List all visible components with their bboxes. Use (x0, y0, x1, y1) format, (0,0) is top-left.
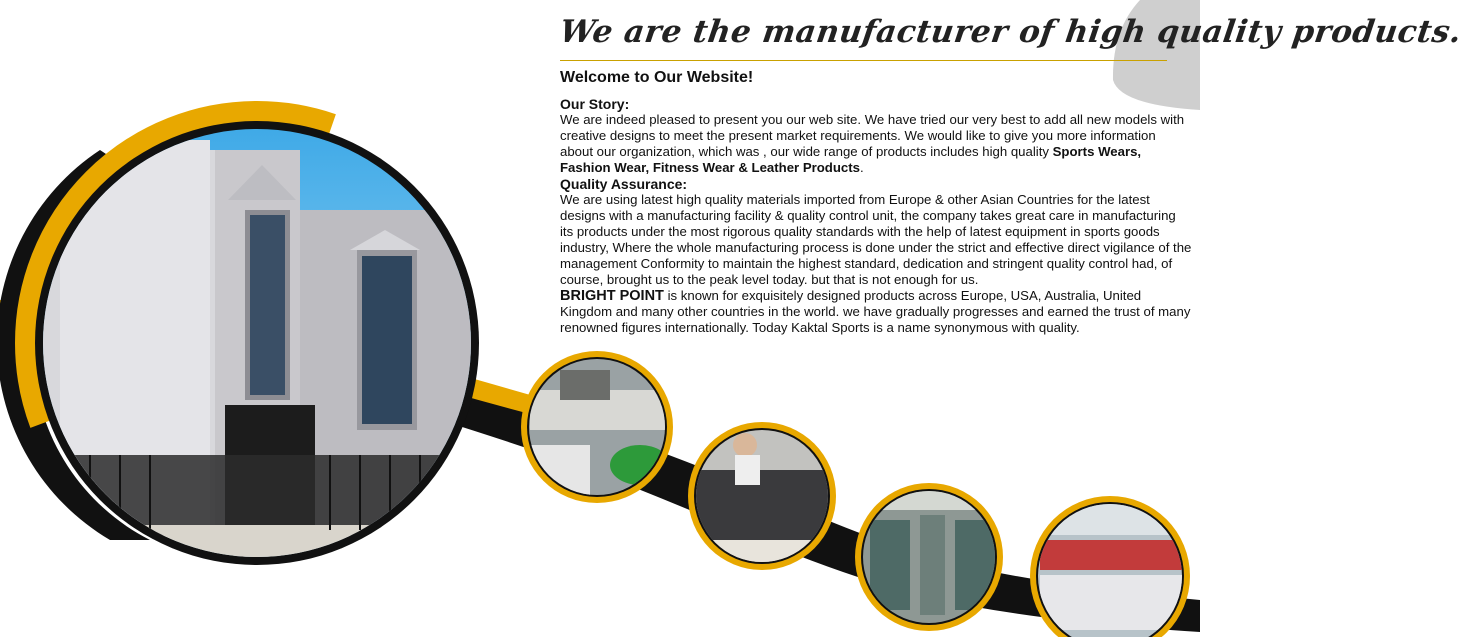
products-end: . (859, 160, 864, 175)
about-text (560, 96, 1192, 336)
tagline: We are the manufacturer of high quality products. (557, 14, 1464, 50)
our-story-text: We are indeed pleased to present you our web site. We have tried our very best to add all new models with creative designs to meet the present market requirements. We would like to give you more information about our organization, which was , our wide range of products includes high quality (560, 112, 1185, 159)
tagline-divider (560, 60, 1167, 61)
brand-name: BRIGHT POINT (560, 288, 664, 304)
welcome-heading: Welcome to Our Website! (560, 69, 754, 86)
quality-paragraph: We are using latest high quality materials imported from Europe & other Asian Countries for the latest designs with a manufacturing facility & quality control unit, the company takes great care in manufacturing its products under the most rigorous quality standards with the help of latest equipment in sports goods industry, Where the whole manufacturing process is done under the strict and effective direct vigilance of the management Conformity to maintain the highest standard, dedication and stringent quality control had, of course, brought us to the peak level today. but that is not enough for us. (560, 192, 1192, 287)
content-column (557, 12, 1464, 335)
our-story-paragraph (560, 112, 1192, 176)
our-story-heading: Our Story: (560, 96, 630, 112)
quality-assurance-heading: Quality Assurance: (560, 176, 688, 192)
brand-paragraph (560, 288, 1192, 336)
products-list: Sports Wears, Fashion Wear, Fitness Wear & Leather Products (560, 144, 1142, 175)
brand-text: is known for exquisitely designed products across Europe, USA, Australia, United Kingdom and many other countries in the world. we have gradually progresses and earned the trust of many renowned figures internationally. Today Kaktal Sports is a name synonymous with quality. (560, 288, 1191, 335)
